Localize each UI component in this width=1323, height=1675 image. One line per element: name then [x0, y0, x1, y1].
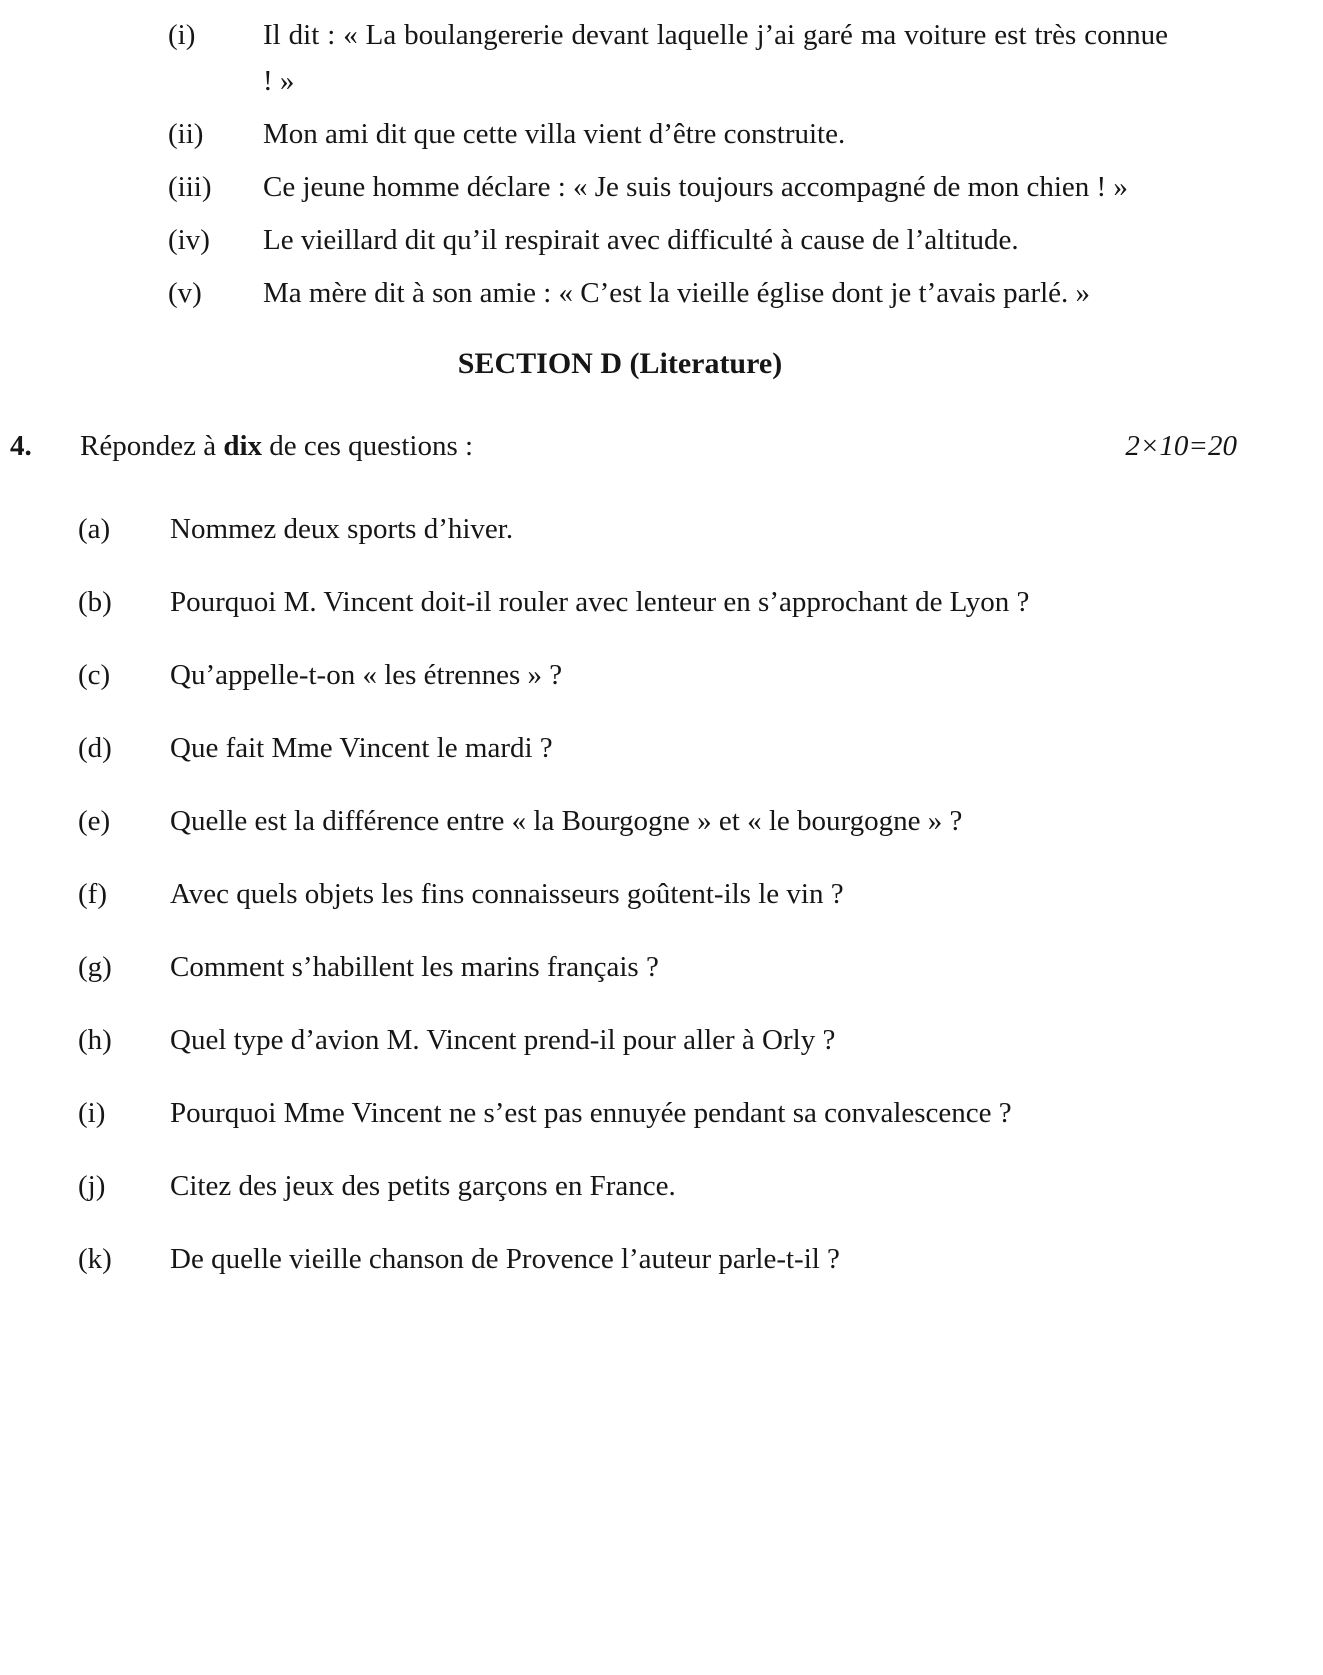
item-text: Ce jeune homme déclare : « Je suis toujours accompagné de mon chien ! »	[263, 171, 1128, 203]
sub-question	[78, 576, 1323, 628]
item-number: (ii)	[168, 118, 204, 150]
sub-question-text: Quelle est la différence entre « la Bourgogne » et « le bourgogne » ?	[170, 805, 963, 837]
list-item	[168, 217, 1323, 263]
sub-question-label: (a)	[78, 513, 111, 545]
sub-question-label: (i)	[78, 1097, 106, 1129]
sub-question-text: Qu’appelle-t-on « les étrennes » ?	[170, 659, 563, 691]
list-item	[168, 270, 1323, 316]
list-item	[168, 111, 1323, 157]
sub-question-label: (g)	[78, 951, 112, 983]
item-number: (iv)	[168, 224, 210, 256]
marks-allotted: 2×10=20	[1125, 430, 1237, 462]
item-number: (iii)	[168, 171, 212, 203]
question-text	[80, 423, 473, 469]
sub-question-text: Comment s’habillent les marins français ?	[170, 951, 659, 983]
item-number: (v)	[168, 277, 202, 309]
indirect-speech-list	[0, 12, 1323, 316]
item-text: Mon ami dit que cette villa vient d’être construite.	[263, 118, 846, 150]
sub-question	[78, 722, 1323, 774]
section-heading: SECTION D (Literature)	[457, 347, 783, 380]
sub-question-label: (d)	[78, 732, 112, 764]
question-4-header	[10, 423, 1237, 469]
sub-question-label: (h)	[78, 1024, 112, 1056]
sub-question-label: (f)	[78, 878, 107, 910]
item-number: (i)	[168, 19, 196, 51]
item-text: Le vieillard dit qu’il respirait avec difficulté à cause de l’altitude.	[263, 224, 1019, 256]
sub-question-label: (e)	[78, 805, 111, 837]
sub-question-text: Citez des jeux des petits garçons en France.	[170, 1170, 676, 1202]
sub-question-text: Que fait Mme Vincent le mardi ?	[170, 732, 553, 764]
sub-question	[78, 1087, 1323, 1139]
sub-question-label: (c)	[78, 659, 111, 691]
question-number: 4.	[10, 430, 32, 462]
sub-question	[78, 868, 1323, 920]
item-text: Il dit : « La boulangererie devant laquelle j’ai garé ma voiture est très connue ! »	[263, 19, 1168, 97]
sub-question-text: Nommez deux sports d’hiver.	[170, 513, 514, 545]
sub-question-text: Quel type d’avion M. Vincent prend-il pour aller à Orly ?	[170, 1024, 836, 1056]
sub-question-text: De quelle vieille chanson de Provence l’auteur parle-t-il ?	[170, 1243, 840, 1275]
sub-question-text: Avec quels objets les fins connaisseurs goûtent-ils le vin ?	[170, 878, 844, 910]
sub-question-text: Pourquoi Mme Vincent ne s’est pas ennuyée pendant sa convalescence ?	[170, 1097, 1012, 1129]
question-text-suffix: de ces questions :	[262, 430, 474, 462]
question-text-bold: dix	[223, 430, 263, 462]
sub-question-list	[0, 503, 1323, 1285]
list-item	[168, 12, 1323, 104]
sub-question-label: (b)	[78, 586, 112, 618]
sub-question	[78, 1014, 1323, 1066]
sub-question	[78, 1160, 1323, 1212]
sub-question-text: Pourquoi M. Vincent doit-il rouler avec lenteur en s’approchant de Lyon ?	[170, 586, 1030, 618]
sub-question	[78, 1233, 1323, 1285]
question-text-prefix: Répondez à	[80, 430, 224, 462]
sub-question	[78, 941, 1323, 993]
sub-question	[78, 503, 1323, 555]
sub-question-label: (j)	[78, 1170, 106, 1202]
item-text: Ma mère dit à son amie : « C’est la vieille église dont je t’avais parlé. »	[263, 277, 1091, 309]
list-item	[168, 164, 1323, 210]
sub-question	[78, 649, 1323, 701]
sub-question-label: (k)	[78, 1243, 112, 1275]
sub-question	[78, 795, 1323, 847]
